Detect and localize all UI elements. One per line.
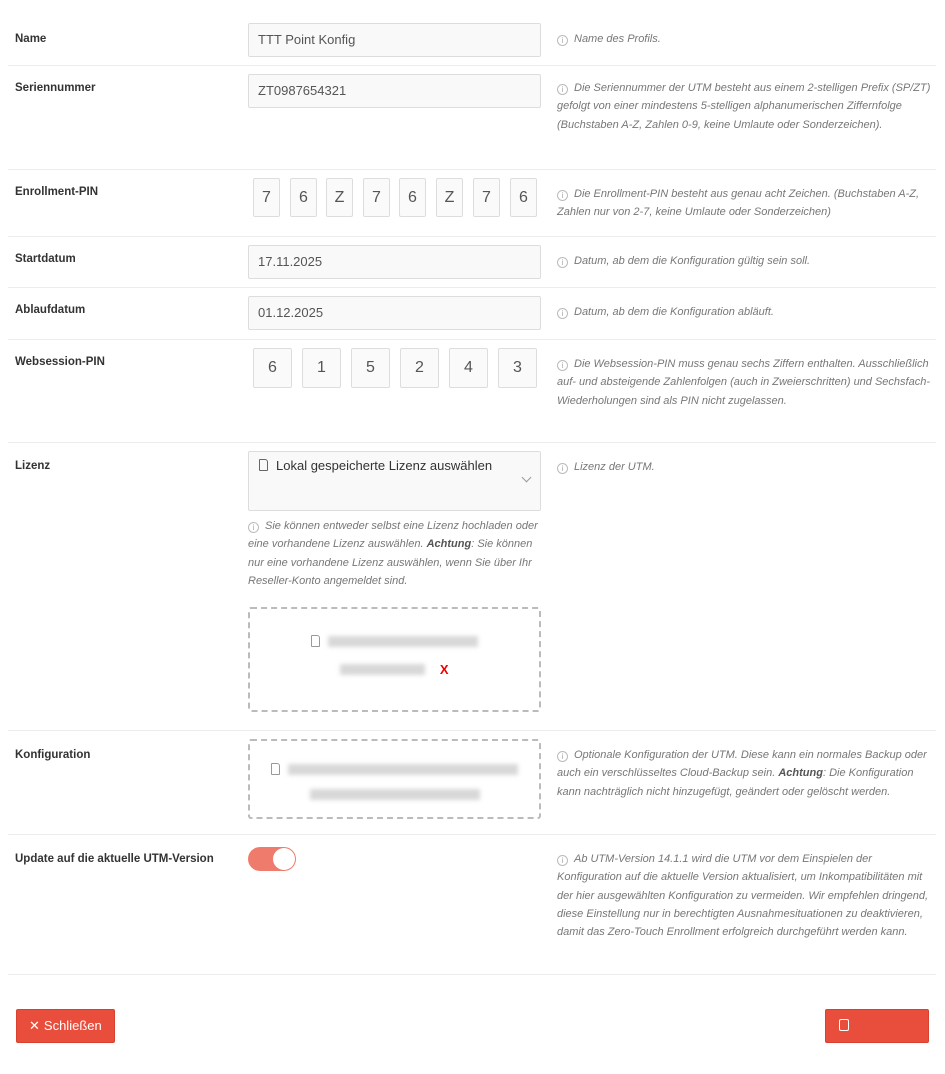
config-help: i Optionale Konfiguration der UTM. Diese kann ein normales Backup oder auch ein verschlüsseltes Cloud-Backup sein. Achtung: Die Konfiguration kann nachträglich nicht hinzugefügt, geändert oder gelöscht werden. [557,749,927,798]
start-date-input[interactable]: 17.11.2025 [248,245,541,279]
websession-pin [248,340,541,400]
pin-box[interactable]: 7 [253,178,280,217]
file-icon [271,763,280,775]
name-input[interactable]: TTT Point Konfig [248,23,541,57]
file-icon [259,459,268,471]
start-label: Startdatum [15,253,76,265]
license-note: i Sie können entweder selbst eine Lizenz hochladen oder eine vorhandene Lizenz auswählen. Achtung: Sie können nur eine vorhandene Lizenz auswählen, wenn Sie über Ihr Reseller-Konto angemeldet sind. [248,520,538,587]
pin-box[interactable]: Z [326,178,353,217]
file-icon [311,635,320,647]
info-icon: i [557,308,568,319]
pin-box[interactable]: Z [436,178,463,217]
save-icon [839,1019,849,1031]
serial-help: i Die Seriennummer der UTM besteht aus einem 2-stelligen Prefix (SP/ZT) gefolgt von einer mindestens 5-stelligen alphanumerischen Ziffernfolge (Buchstaben A-Z, Zahlen 0-9, keine Umlaute oder Sonderzeichen). [557,82,931,131]
info-icon: i [248,522,259,533]
pin-box[interactable]: 6 [290,178,317,217]
license-select-value: Lokal gespeicherte Lizenz auswählen [276,458,493,473]
pin-box[interactable]: 6 [253,348,292,388]
row-license [8,443,936,731]
config-filename [310,789,480,800]
info-icon: i [557,35,568,46]
pin-box[interactable]: 6 [399,178,426,217]
config-label: Konfiguration [15,749,91,761]
start-help: i Datum, ab dem die Konfiguration gültig sein soll. [557,252,937,270]
pin-box[interactable]: 7 [473,178,500,217]
row-websession [8,340,936,443]
license-filename [328,636,478,647]
license-label: Lizenz [15,460,51,472]
row-config [8,731,936,835]
row-start [8,237,936,288]
enrollment-pin [248,170,541,230]
info-icon: i [557,751,568,762]
expiry-help: i Datum, ab dem die Konfiguration abläuft. [557,303,937,321]
pin-box[interactable]: 2 [400,348,439,388]
chevron-down-icon [522,473,532,483]
update-toggle[interactable] [248,847,296,871]
update-label: Update auf die aktuelle UTM-Version [15,853,214,865]
config-filename [288,764,518,775]
info-icon: i [557,190,568,201]
row-update [8,835,936,975]
pin-box[interactable]: 7 [363,178,390,217]
info-icon: i [557,463,568,474]
update-help: i Ab UTM-Version 14.1.1 wird die UTM vor dem Einspielen der Konfiguration auf die aktuelle Version aktualisiert, um Inkompatibilitäten mit der hier ausgewählten Konfiguration zu vermeiden. Wir empfehlen dringend, diese Einstellung nur in berechtigten Ausnahmesituationen zu deaktivieren, damit das Zero-Touch Enrollment erfolgreich durchgeführt werden kann. [557,853,929,939]
license-dropzone[interactable] [248,607,541,712]
websession-help: i Die Websession-PIN muss genau sechs Ziffern enthalten. Ausschließlich auf- und absteigende Zahlenfolgen (auch in Zweierschritten) und Sechsfach-Wiederholungen sind als PIN nicht zugelassen. [557,358,931,407]
pin-box[interactable]: 6 [510,178,537,217]
serial-label: Seriennummer [15,82,96,94]
row-name [8,0,936,66]
license-filename [340,664,425,675]
pin-box[interactable]: 1 [302,348,341,388]
close-button[interactable]: ✕ Schließen [16,1009,115,1043]
expiry-label: Ablaufdatum [15,304,86,316]
info-icon: i [557,257,568,268]
row-expiry [8,288,936,340]
row-enrollment [8,170,936,237]
config-dropzone[interactable] [248,739,541,819]
expiry-date-input[interactable]: 01.12.2025 [248,296,541,330]
pin-box[interactable]: 5 [351,348,390,388]
info-icon: i [557,360,568,371]
enrollment-label: Enrollment-PIN [15,186,99,198]
name-label: Name [15,33,47,45]
close-icon: ✕ [29,1018,40,1033]
pin-box[interactable]: 4 [449,348,488,388]
serial-input[interactable]: ZT0987654321 [248,74,541,108]
info-icon: i [557,84,568,95]
license-help: i Lizenz der UTM. [557,458,937,476]
name-help: i Name des Profils. [557,30,937,48]
websession-label: Websession-PIN [15,356,105,368]
pin-box[interactable]: 3 [498,348,537,388]
remove-license-button[interactable]: X [439,662,449,677]
enrollment-help: i Die Enrollment-PIN besteht aus genau acht Zeichen. (Buchstaben A-Z, Zahlen nur von 2-7, keine Umlaute oder Sonderzeichen) [557,188,920,219]
toggle-knob [273,848,295,870]
license-select[interactable] [248,451,541,511]
row-serial [8,66,936,170]
save-button[interactable]: Speichern [825,1009,929,1043]
info-icon: i [557,855,568,866]
